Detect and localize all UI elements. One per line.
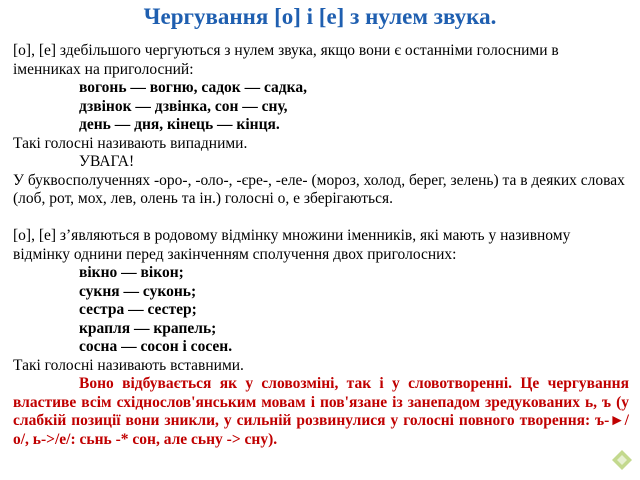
slide-corner-decoration-icon bbox=[608, 446, 636, 474]
spacer bbox=[13, 209, 629, 228]
slide-content bbox=[13, 42, 629, 449]
example-line: сосна — сосон і сосен. bbox=[79, 338, 233, 355]
example-line: вікно — вікон; bbox=[79, 264, 184, 281]
example-line: сестра — сестер; bbox=[79, 301, 197, 318]
slide-title: Чергування [о] і [е] з нулем звука. bbox=[143, 4, 497, 29]
example-line: сукня — суконь; bbox=[79, 282, 197, 300]
warning-label: УВАГА! bbox=[79, 153, 135, 170]
note-fallout-vowels: Такі голосні називають випадними. bbox=[13, 134, 248, 152]
example-line: день — дня, кінець — кінця. bbox=[79, 116, 280, 133]
example-line: крапля — крапель; bbox=[79, 319, 217, 337]
note-inserted-vowels: Такі голосні називають вставними. bbox=[13, 356, 244, 374]
example-line: вогонь — вогню, садок — садка, bbox=[79, 79, 307, 96]
example-line: дзвінок — дзвінка, сон — сну, bbox=[79, 97, 288, 115]
red-explanation-paragraph: Воно відбувається як у словозміні, так і у словотворенні. Це чергування властиве всім східнослов'янським мовам і пов'язане із занепадом зредукованих ь, ъ (у слабкій позиції вони зникли, у сильній розвинулися у голосні повного творення: ъ-►/о/, ь->/е/: сьнь -* сон, але сьну -> сну). bbox=[13, 375, 629, 448]
warning-text: У буквосполученнях -оро-, -оло-, -єре-, -еле- (мороз, холод, берег, зелень) та в деяких словах (лоб, рот, мох, лев, олень та ін.) голосні о, е зберігаються. bbox=[13, 171, 625, 207]
rule-two-paragraph: [о], [е] з’являються в родовому відмінку множини іменників, які мають у називному відмінку однини перед закінченням сполучення двох приголосних: bbox=[13, 227, 571, 263]
intro-paragraph: [о], [е] здебільшого чергуються з нулем звука, якщо вони є останніми голосними в іменниках на приголосний: bbox=[13, 42, 559, 78]
